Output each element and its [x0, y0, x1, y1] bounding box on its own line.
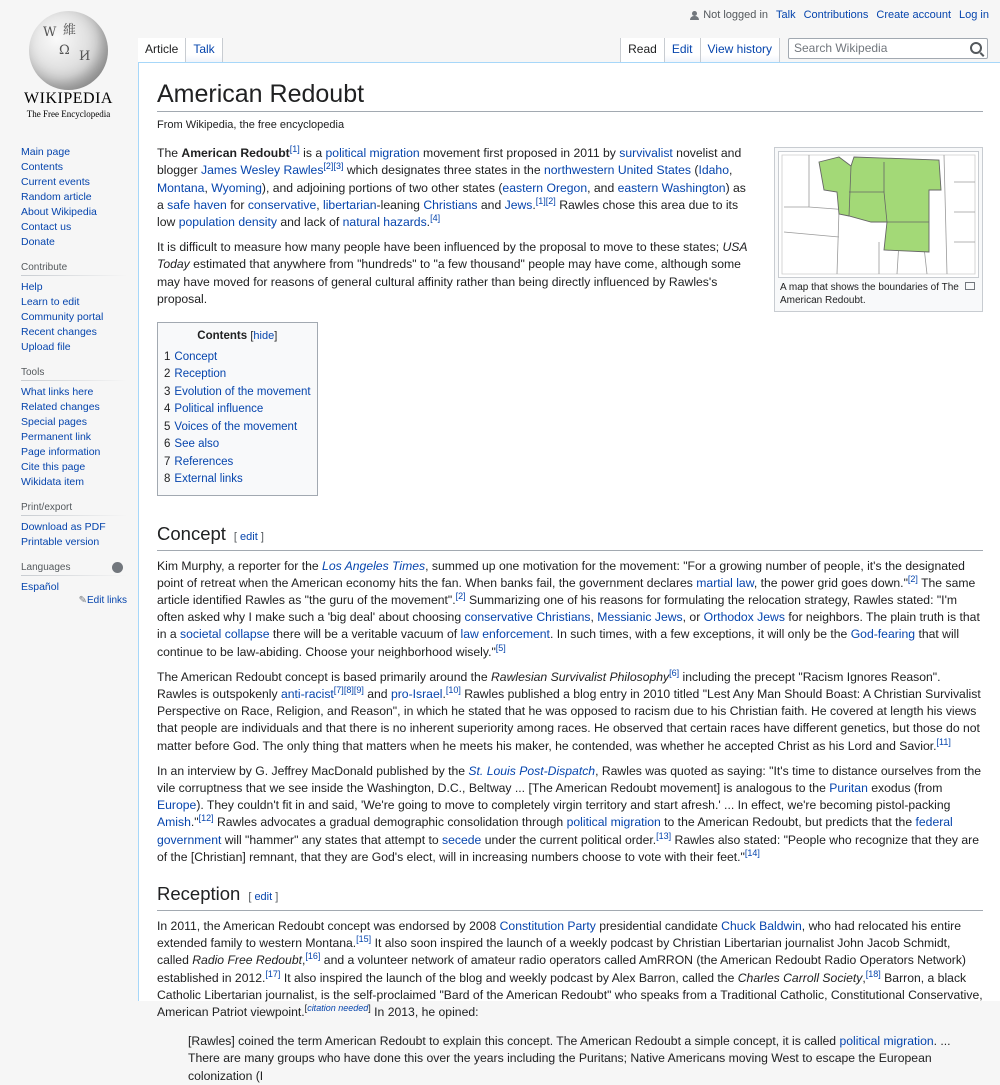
namespace-tabs	[138, 38, 223, 62]
sidebar-languages	[21, 580, 127, 606]
toc-item-evolution[interactable]: 3 Evolution of the movement	[164, 385, 311, 398]
concept-paragraph-1: Kim Murphy, a reporter for the Los Angeles Times, summed up one motivation for the movement: "For a growing number of people, it's the designated point of retreat when the American economy hits the fan. When banks fail, the government declares martial law, the power grid goes down."[2] The same article identified Rawles as "the guru of the movement".[2] Summarizing one of his reasons for formulating the relocation strategy, Rawles stated: "I'm often asked why I make such a 'big deal' about choosing conservative Christians, Messianic Jews, or Orthodox Jews for neighbors. The plain truth is that in a societal collapse there will be a veritable vacuum of law enforcement. In such times, with a few exceptions, it will only be the God-fearing that will continue to be law-abiding. Choose your neighborhood wisely."[5]	[157, 558, 980, 659]
sidebar-item-upload-file[interactable]: Upload file	[21, 341, 71, 353]
sidebar	[21, 145, 127, 606]
tab-edit[interactable]: Edit	[665, 38, 701, 62]
map-svg	[779, 152, 978, 277]
site-logo[interactable]	[0, 0, 137, 122]
not-logged-in: Not logged in	[690, 9, 768, 21]
sidebar-item-main-page[interactable]: Main page	[21, 146, 71, 158]
sidebar-item-permanent-link[interactable]: Permanent link	[21, 431, 92, 443]
sidebar-item-random-article[interactable]: Random article	[21, 191, 92, 203]
sidebar-item-special-pages[interactable]: Special pages	[21, 416, 87, 428]
sidebar-print	[21, 520, 127, 550]
concept-paragraph-2: The American Redoubt concept is based primarily around the Rawlesian Survivalist Philosophy[6] including the precept "Racism Ignores Reason". Rawles is outspokenly anti-racist[7][8][9] and pro-Israel.[10] Rawles published a blog entry in 2010 titled "Lest Any Man Should Boast: A Christian Survivalist Perspective on Race, Religion, and Reason", in which he stated that he was opposed to racism due to his Christian faith. He covered at length his views that people are individuals and that there is no inherent superiority among races. He observed that certain races have different genetics, but those do not matter before God. The only thing that matters when he meets his maker, he contended, was whether he accepted Christ as his Lord and Savior.[11]	[157, 667, 981, 753]
sidebar-item-printable-version[interactable]: Printable version	[21, 536, 100, 548]
toc-item-external-links[interactable]: 8 External links	[164, 473, 243, 486]
sidebar-item-related-changes[interactable]: Related changes	[21, 401, 100, 413]
redoubt-map-image[interactable]	[778, 151, 979, 278]
sidebar-heading-contribute: Contribute	[21, 262, 127, 276]
sidebar-item-help[interactable]: Help	[21, 281, 43, 293]
login-link[interactable]: Log in	[959, 9, 989, 21]
toc-item-concept[interactable]: 1 Concept	[164, 350, 218, 363]
sidebar-heading-languages: Languages	[21, 562, 127, 576]
pencil-icon: ✎	[78, 595, 87, 606]
sidebar-item-download-pdf[interactable]: Download as PDF	[21, 521, 106, 533]
lead-paragraph-1: The American Redoubt[1] is a political migration movement first proposed in 2011 by survivalist novelist and blogger James Wesley Rawles[2][3] which designates three states in the northwestern United States (Idaho, Montana, Wyoming), and adjoining portions of two other states (eastern Oregon, and eastern Washington) as a safe haven for conservative, libertarian-leaning Christians and Jews.[1][2] Rawles chose this area due to its low population density and lack of natural hazards.[4]	[157, 144, 746, 230]
edit-section-concept[interactable]: edit	[240, 530, 258, 543]
page-title: American Redoubt	[157, 79, 983, 112]
search-box	[788, 38, 988, 59]
tab-article[interactable]: Article	[138, 38, 186, 62]
toc-title: Contents	[197, 330, 248, 343]
sidebar-item-page-information[interactable]: Page information	[21, 446, 101, 458]
toc-item-political-influence[interactable]: 4 Political influence	[164, 403, 264, 416]
wikipedia-globe-icon: W Ω И 維	[29, 11, 108, 90]
reception-paragraph-1: In 2011, the American Redoubt concept was endorsed by 2008 Constitution Party presidential candidate Chuck Baldwin, who had relocated his entire extended family to western Montana.[15] It also soon inspired the launch of a weekly podcast by Christian Libertarian journalist John Jacob Schmidt, called Radio Free Redoubt,[16] and a volunteer network of amateur radio operators called AmRRON (the American Redoubt Radio Operators Network) established in 2012.[17] It also inspired the launch of the blog and weekly podcast by Alex Barron, called the Charles Carroll Society,[18] Barron, a black Catholic Libertarian journalist, is the self-proclaimed "Bard of the American Redoubt" who speaks from a Traditional Catholic, Constitutional Conservative, American Patriot viewpoint.[citation needed] In 2013, he opined:	[157, 918, 983, 1019]
sidebar-item-language-es[interactable]: Español	[21, 581, 59, 593]
toc-hide-link[interactable]: hide	[253, 330, 275, 343]
table-of-contents: Contents [hide] 1 Concept 2 Reception 3 Evolution of the movement 4 Political influence 5 Voices of the movement 6 See also 7 References 8 External links	[157, 322, 318, 496]
sidebar-item-about[interactable]: About Wikipedia	[21, 206, 97, 218]
toc-item-reception[interactable]: 2 Reception	[164, 368, 227, 381]
create-account-link[interactable]: Create account	[876, 9, 952, 21]
talk-link[interactable]: Talk	[776, 9, 796, 21]
sidebar-item-what-links-here[interactable]: What links here	[21, 386, 94, 398]
section-heading-reception: Reception [ edit ]	[157, 882, 983, 911]
article-body	[157, 63, 983, 1085]
lead-paragraph-2: It is difficult to measure how many people have been influenced by the proposal to move to these states; USA Today estimated that anywhere from "hundreds" to "a few thousand" people may have come, although some may have moved for reasons of general cultural affinity rather than being directly influenced by Rawles's proposal.	[157, 240, 748, 306]
site-subtitle: From Wikipedia, the free encyclopedia	[157, 119, 345, 131]
sidebar-contribute	[21, 280, 127, 355]
sidebar-item-donate[interactable]: Donate	[21, 236, 55, 248]
sidebar-tools	[21, 385, 127, 490]
content-area	[138, 62, 1000, 1083]
map-thumbnail[interactable]	[774, 147, 983, 312]
sidebar-item-community-portal[interactable]: Community portal	[21, 311, 104, 323]
logo-tagline: The Free Encyclopedia	[26, 109, 111, 119]
logo-wordmark: WIKIPEDIA	[24, 90, 113, 107]
thumb-caption: A map that shows the boundaries of The American Redoubt.	[778, 278, 979, 308]
personal-tools	[690, 9, 989, 21]
edit-section-reception[interactable]: edit	[254, 890, 273, 903]
enlarge-icon[interactable]	[965, 282, 975, 290]
toc-item-voices[interactable]: 5 Voices of the movement	[164, 420, 298, 433]
sidebar-heading-print: Print/export	[21, 502, 127, 516]
sidebar-item-contact[interactable]: Contact us	[21, 221, 72, 233]
contributions-link[interactable]: Contributions	[803, 9, 869, 21]
sidebar-item-contents[interactable]: Contents	[21, 161, 64, 173]
sidebar-item-current-events[interactable]: Current events	[21, 176, 90, 188]
gear-icon[interactable]	[112, 562, 123, 573]
quote-block: [Rawles] coined the term American Redoubt to explain this concept. The American Redoubt a simple concept, it is called political migration. ... There are many groups who have done this over the years including the Puritans; Native Americans moving West to escape the European colonization (I	[188, 1034, 951, 1083]
view-tabs	[620, 38, 780, 62]
edit-links-link[interactable]: Edit links	[86, 595, 127, 606]
section-heading-concept: Concept [ edit ]	[157, 522, 983, 551]
search-input[interactable]	[789, 39, 964, 57]
search-icon[interactable]	[970, 42, 982, 54]
toc-item-see-also[interactable]: 6 See also	[164, 438, 220, 451]
sidebar-item-cite-this-page[interactable]: Cite this page	[21, 461, 86, 473]
sidebar-item-learn-to-edit[interactable]: Learn to edit	[21, 296, 80, 308]
tab-view-history[interactable]: View history	[701, 38, 780, 62]
sidebar-navigation	[21, 145, 127, 250]
sidebar-item-wikidata-item[interactable]: Wikidata item	[21, 476, 85, 488]
sidebar-item-recent-changes[interactable]: Recent changes	[21, 326, 97, 338]
user-icon	[690, 11, 699, 20]
toc-item-references[interactable]: 7 References	[164, 455, 234, 468]
sidebar-heading-tools: Tools	[21, 367, 127, 381]
concept-paragraph-3: In an interview by G. Jeffrey MacDonald published by the St. Louis Post-Dispatch, Rawles was quoted as saying: "It's time to distance ourselves from the vile corruptness that we see inside the Washington, D.C., Beltway ... [The American Redoubt movement] is analogous to the Puritan exodus (from Europe). They couldn't fit in and said, 'We're going to move to completely virgin territory and start afresh.' ... In effect, we're becoming pistol-packing Amish."[12] Rawles advocates a gradual demographic consolidation through political migration to the American Redoubt, but predicts that the federal government will "hammer" any states that attempt to secede under the current political order.[13] Rawles also stated: "People who recognize that they are of the [Christian] remnant, that they are God's elect, will in increasing numbers choose to vote with their feet."[14]	[157, 763, 982, 864]
tab-talk[interactable]: Talk	[186, 38, 222, 62]
tab-read[interactable]: Read	[620, 38, 665, 62]
